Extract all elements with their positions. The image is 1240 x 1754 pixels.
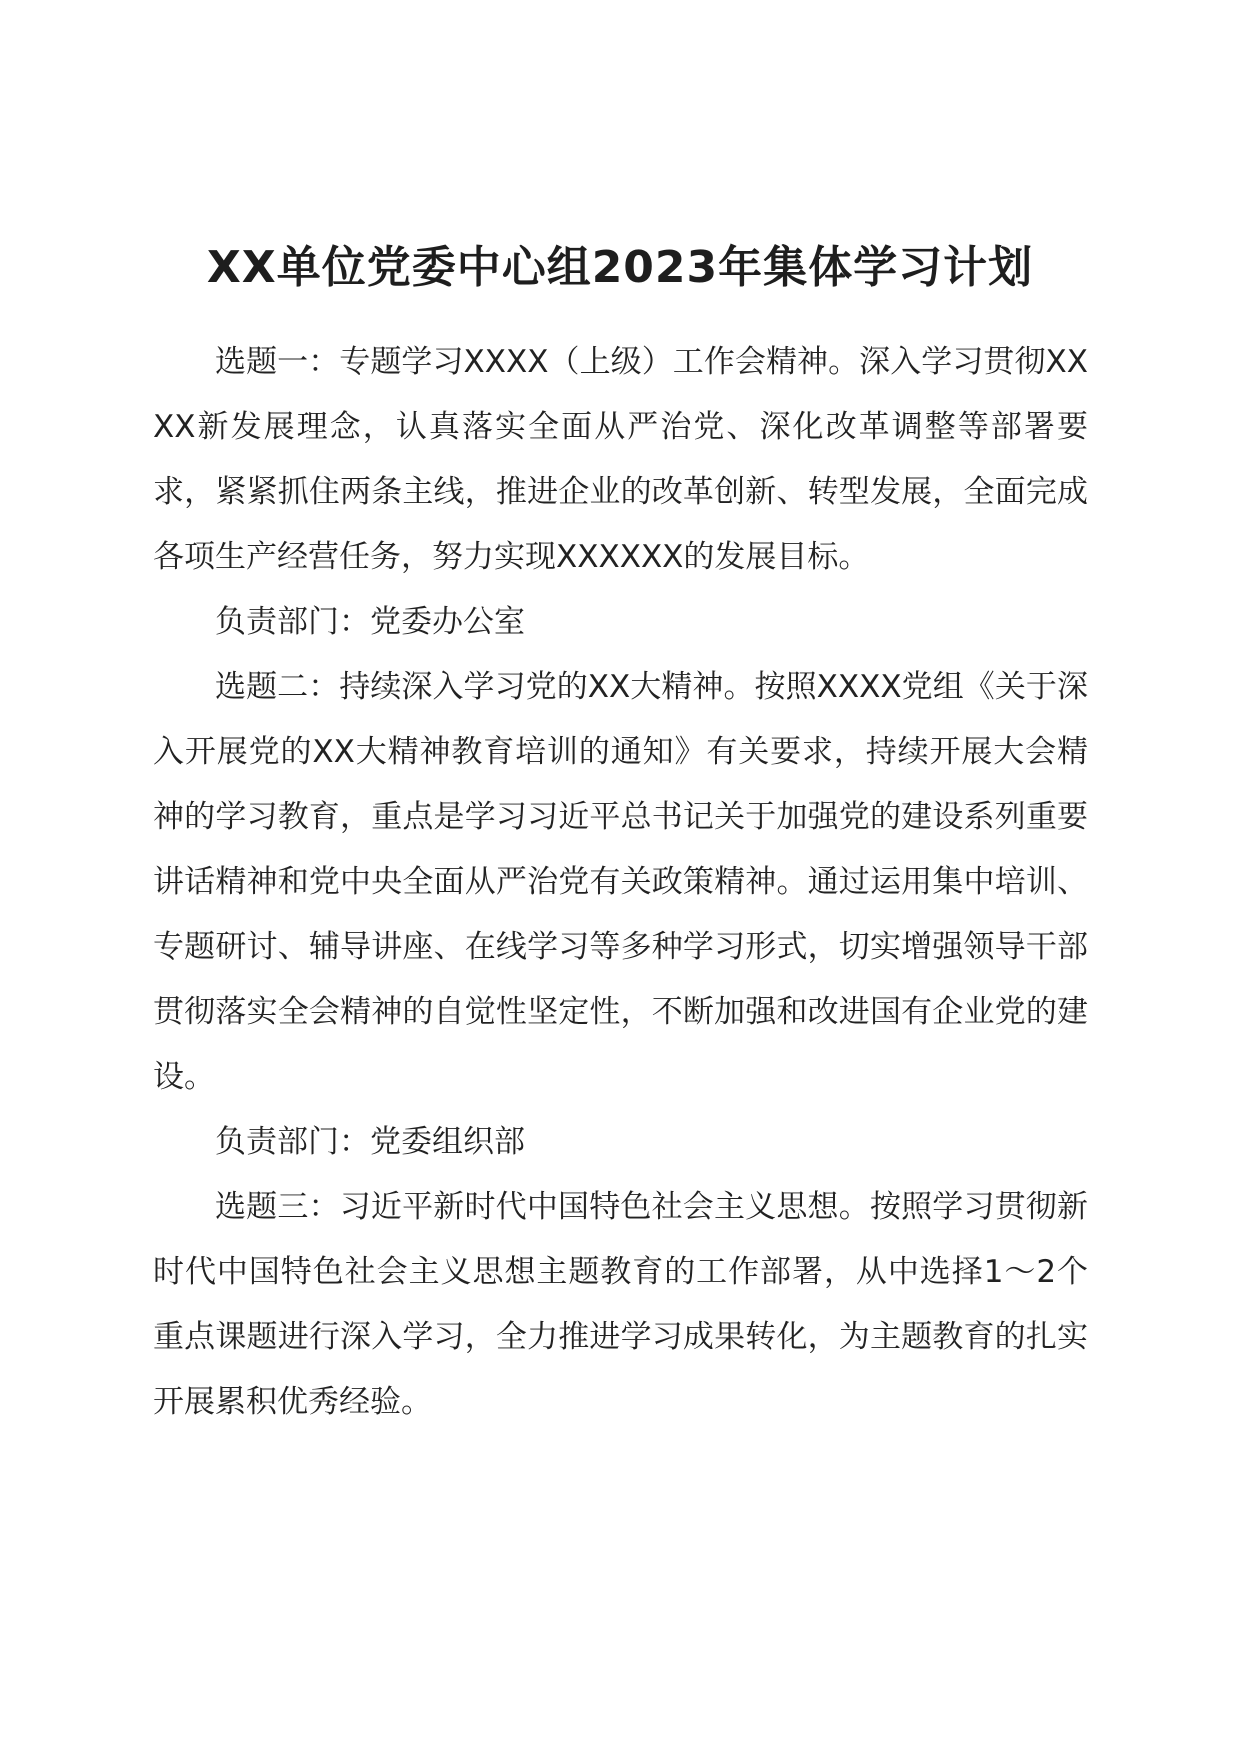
topic-two-department: 负责部门：党委组织部 <box>215 1124 525 1160</box>
document-body <box>153 330 1088 1435</box>
topic-two-paragraph: 选题二：持续深入学习党的XX大精神。按照XXXX党组《关于深入开展党的XX大精神教育培训的通知》有关要求，持续开展大会精神的学习教育，重点是学习习近平总书记关于加强党的建设系列重要讲话精神和党中央全面从严治党有关政策精神。通过运用集中培训、专题研讨、辅导讲座、在线学习等多种学习形式，切实增强领导干部贯彻落实全会精神的自觉性坚定性，不断加强和改进国有企业党的建设。 <box>153 669 1088 1095</box>
topic-one-paragraph: 选题一：专题学习XXXX（上级）工作会精神。深入学习贯彻XXXX新发展理念，认真落实全面从严治党、深化改革调整等部署要求，紧紧抓住两条主线，推进企业的改革创新、转型发展，全面完成各项生产经营任务，努力实现XXXXXX的发展目标。 <box>153 344 1088 575</box>
topic-one-department: 负责部门：党委办公室 <box>215 604 525 640</box>
document-title: XX单位党委中心组2023年集体学习计划 <box>206 242 1034 293</box>
topic-three-paragraph: 选题三：习近平新时代中国特色社会主义思想。按照学习贯彻新时代中国特色社会主义思想主题教育的工作部署，从中选择1～2个重点课题进行深入学习，全力推进学习成果转化，为主题教育的扎实开展累积优秀经验。 <box>153 1189 1088 1420</box>
